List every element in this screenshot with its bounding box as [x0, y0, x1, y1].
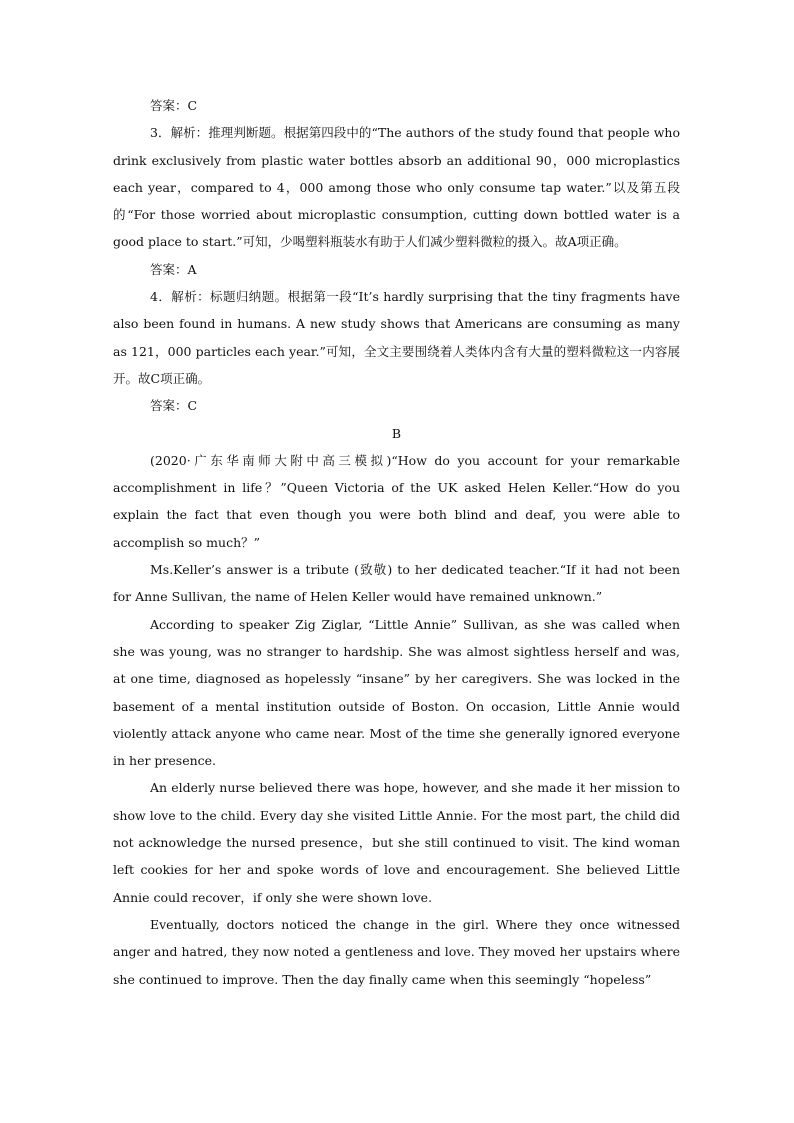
passage-paragraph: (2020·广东华南师大附中高三模拟)“How do you account for your remarkable accomplishment in life？”Queen Victoria of the UK asked Helen Keller.“How do you explain the fact that even though you were both blind and deaf, you were able to accomplish so much？”	[113, 452, 680, 550]
passage-paragraph: Eventually, doctors noticed the change in the girl. Where they once witnessed anger and hatred, they now noted a gentleness and love. They moved her upstairs where she continued to improve. Then the day finally came when this seemingly “hopeless”	[113, 916, 680, 987]
answer-line: 答案：C	[150, 398, 198, 414]
answer-line: 答案：A	[150, 261, 197, 277]
section-heading: B	[391, 425, 402, 441]
explanation-3: 3．解析：推理判断题。根据第四段中的“The authors of the study found that people who drink exclusively from plastic water bottles absorb an additional 90，000 microplastics each year，compared to 4，000 among those who only consume tap water.”以及第五段的“For those worried about microplastic consumption, cutting down bottled water is a good place to start.”可知，少喝塑料瓶装水有助于人们减少塑料微粒的摄入。故A项正确。	[113, 125, 680, 250]
answer-line: 答案：C	[150, 98, 198, 113]
passage-paragraph: Ms.Keller’s answer is a tribute (致敬) to her dedicated teacher.“If it had not been for Anne Sullivan, the name of Helen Keller would have remained unknown.”	[113, 562, 680, 605]
document-page	[113, 92, 680, 993]
explanation-4: 4．解析：标题归纳题。根据第一段“It’s hardly surprising that the tiny fragments have also been found in humans. A new study shows that Americans are consuming as many as 121，000 particles each year.”可知，全文主要围绕着人类体内含有大量的塑料微粒这一内容展开。故C项正确。	[113, 289, 680, 386]
passage-paragraph: According to speaker Zig Ziglar, “Little Annie” Sullivan, as she was called when she was young, was no stranger to hardship. She was almost sightless herself and was, at one time, diagnosed as hopelessly “insane” by her caregivers. She was locked in the basement of a mental institution outside of Boston. On occasion, Little Annie would violently attack anyone who came near. Most of the time she generally ignored everyone in her presence.	[113, 616, 680, 769]
passage-paragraph: An elderly nurse believed there was hope, however, and she made it her mission to show love to the child. Every day she visited Little Annie. For the most part, the child did not acknowledge the nursed presence，but she still continued to visit. The kind woman left cookies for her and spoke words of love and encouragement. She believed Little Annie could recover，if only she were shown love.	[113, 780, 680, 905]
